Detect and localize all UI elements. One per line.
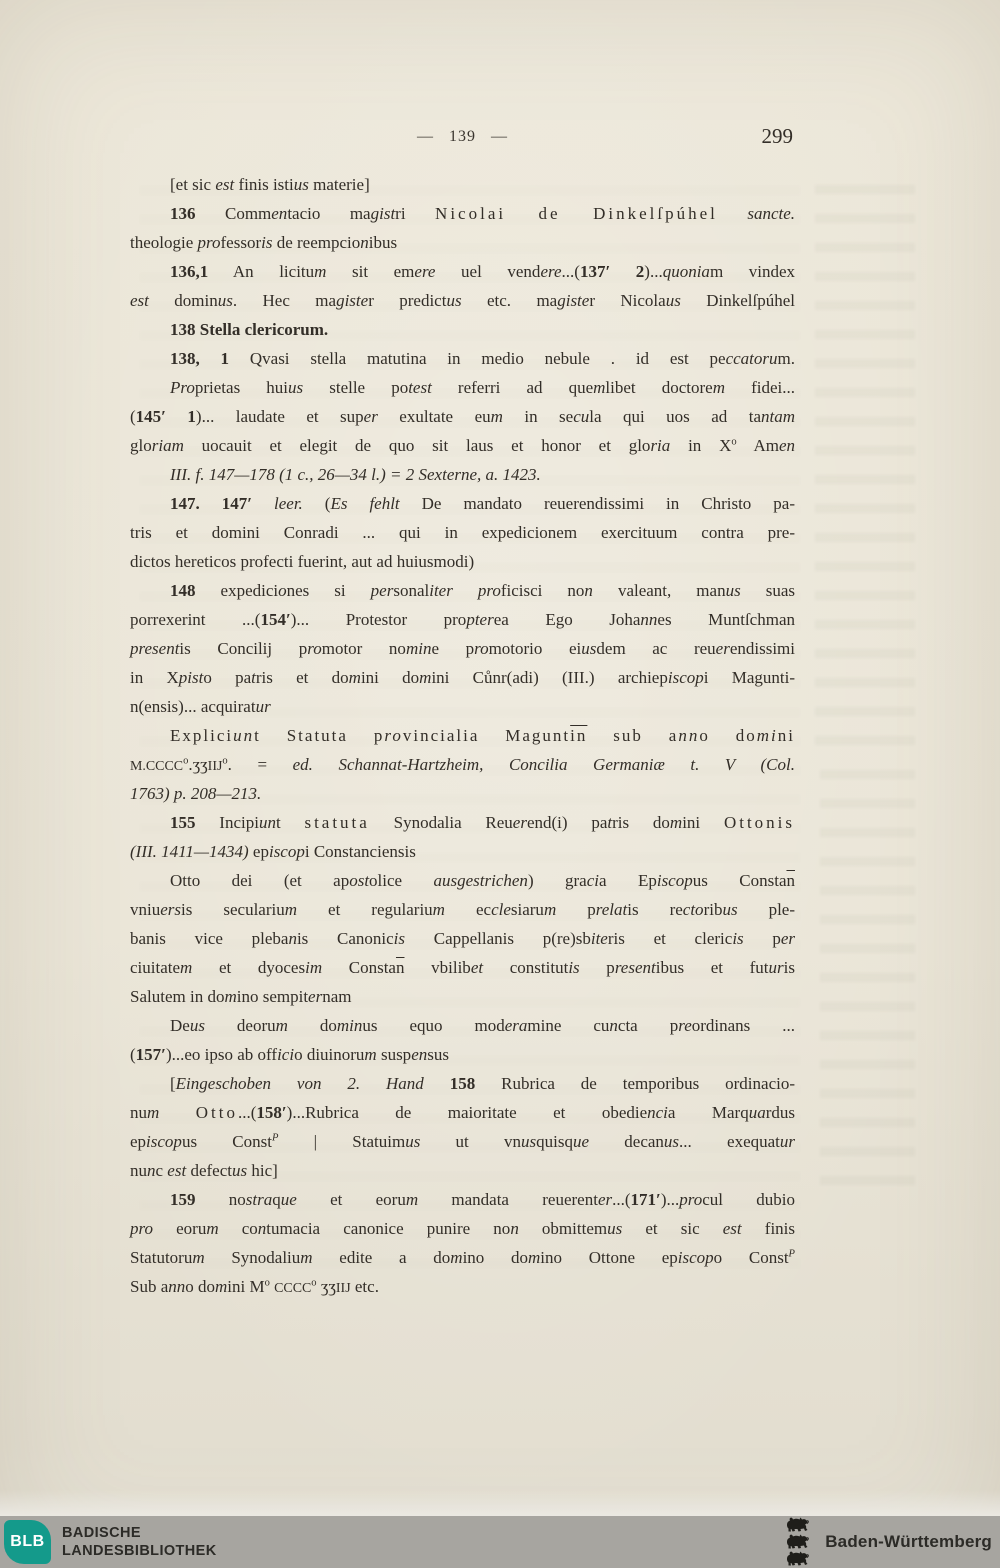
text-line: 147. 147′ leer. (Es fehlt De mandato reuerendissimi in Christo pa- bbox=[170, 494, 795, 513]
blb-logo-icon bbox=[4, 1520, 51, 1564]
text-line: 159 nostraque et eorum mandata reuerenter...(171′)...procul dubio bbox=[170, 1190, 796, 1209]
bleed-through bbox=[815, 185, 915, 745]
baden-wuerttemberg-coat-of-arms-icon bbox=[781, 1517, 813, 1567]
text-block bbox=[130, 170, 795, 1301]
library-name-line2: LANDESBIBLIOTHEK bbox=[62, 1543, 217, 1559]
blb-logo-text: BLB bbox=[10, 1533, 45, 1550]
page-edge-shadow bbox=[0, 1490, 1000, 1516]
text-line: 136 Commentacio magistri Nicolai de Dinkelſpúhel sancte. bbox=[170, 204, 796, 223]
text-line: tris et domini Conradi ... qui in expedicionem exercituum contra pre- bbox=[130, 523, 795, 542]
text-line: 1763) p. 208—213. bbox=[130, 784, 262, 803]
bleed-through bbox=[820, 770, 915, 1200]
text-line: 138, 1 Qvasi stella matutina in medio nebule . id est peccatorum. bbox=[170, 349, 796, 368]
text-line: n(ensis)... acquiratur bbox=[130, 697, 271, 716]
library-branding bbox=[0, 1520, 217, 1564]
page-header bbox=[130, 124, 795, 158]
text-line: gloriam uocauit et elegit de quo sit laus et honor et gloria in $X^o$ Amen bbox=[130, 436, 795, 455]
state-name: Baden-Württemberg bbox=[825, 1532, 992, 1551]
text-line: est dominus. Hec magister predictus etc. magister Nicolaus Dinkelſpúhel bbox=[130, 291, 796, 310]
text-line: 148 expediciones si personaliter proficisci non valeant, manus suas bbox=[170, 581, 796, 600]
text-line: vniuersis secularium et regularium ecclesiarum prelatis rectoribus ple- bbox=[130, 900, 796, 919]
footer-bar bbox=[0, 1516, 1000, 1568]
page-number: 299 bbox=[761, 124, 793, 148]
library-name bbox=[62, 1524, 217, 1560]
text-line: Deus deorum dominus equo moderamine cuncta preordinans ... bbox=[170, 1016, 795, 1035]
text-line: Salutem in domino sempiternam bbox=[130, 987, 352, 1006]
text-line: banis vice plebanis Canonicis Cappellanis p(re)sbiteris et clericis per bbox=[130, 929, 796, 948]
text-line: dictos hereticos profecti fuerint, aut ad huiusmodi) bbox=[130, 552, 475, 571]
text-line: num Otto...(158′)...Rubrica de maioritate et obediencia Marquardus bbox=[130, 1103, 795, 1122]
state-branding bbox=[781, 1517, 992, 1567]
text-line: Sub anno domini $M^o$ CCCC$^o$ ʒʒIIJ etc. bbox=[130, 1277, 379, 1296]
text-line: (145′ 1)... laudate et super exultate eum in secula qui uos ad tantam bbox=[130, 407, 795, 426]
text-line: episcopus Const$^P$ | Statuimus ut vnusquisque decanus... exequatur bbox=[130, 1132, 796, 1151]
text-line: Expliciunt Statuta provincialia $Magunt\overline{in}$ sub anno domini bbox=[170, 726, 795, 745]
text-line: porrexerint ...(154′)... Protestor propterea Ego Johannes Muntſchman bbox=[130, 610, 795, 629]
text-line: presentis Concilij promotor nomine promotorio eiusdem ac reuerendissimi bbox=[130, 639, 795, 658]
text-line: [et sic est finis istius materie] bbox=[170, 175, 370, 194]
text-line: nunc est defectus hic] bbox=[130, 1161, 278, 1180]
text-line: $M.CCCC^o.ʒʒIIJ^o$. = ed. Schannat-Hartzheim, Concilia Germaniæ t. V (Col. bbox=[130, 755, 795, 774]
library-name-line1: BADISCHE bbox=[62, 1525, 141, 1541]
text-line: in Xpisto patris et domini domini Cůnr(adi) (III.) archiepiscopi Magunti- bbox=[130, 668, 796, 687]
text-line: Statutorum Synodalium edite a domino domino Ottone episcopo Const$^P$ bbox=[130, 1248, 795, 1267]
text-line: III. f. 147—178 (1 c., 26—34 l.) = 2 Sexterne, a. 1423. bbox=[170, 465, 541, 484]
text-line: theologie professoris de reempcionibus bbox=[130, 233, 398, 252]
text-line: [Eingeschoben von 2. Hand 158 Rubrica de temporibus ordinacio- bbox=[170, 1074, 795, 1093]
text-line: (157′)...eo ipso ab officio diuinorum suspensus bbox=[130, 1045, 449, 1064]
text-line: 155 Incipiunt statuta Synodalia Reuerend(i) patris domini Ottonis bbox=[170, 813, 795, 832]
text-line: Proprietas huius stelle potest referri ad quemlibet doctorem fidei... bbox=[170, 378, 795, 397]
text-line: pro eorum contumacia canonice punire non obmittemus et sic est finis bbox=[130, 1219, 796, 1238]
text-column bbox=[130, 124, 796, 1301]
page-marker: — 139 — bbox=[417, 128, 508, 145]
text-line: Otto dei (et apostolice ausgestrichen) gracia Episcopus $Consta\overline{n}$ bbox=[170, 871, 795, 890]
text-line: 138 Stella clericorum. bbox=[170, 320, 329, 339]
text-line: ciuitatem et dyocesim $Consta\overline{n}$ vbilibet constitutis presentibus et futuris bbox=[130, 958, 795, 977]
text-line: 136,1 An licitum sit emere uel vendere...(137′ 2)...quoniam vindex bbox=[170, 262, 795, 281]
text-line: (III. 1411—1434) episcopi Constanciensis bbox=[130, 842, 416, 861]
